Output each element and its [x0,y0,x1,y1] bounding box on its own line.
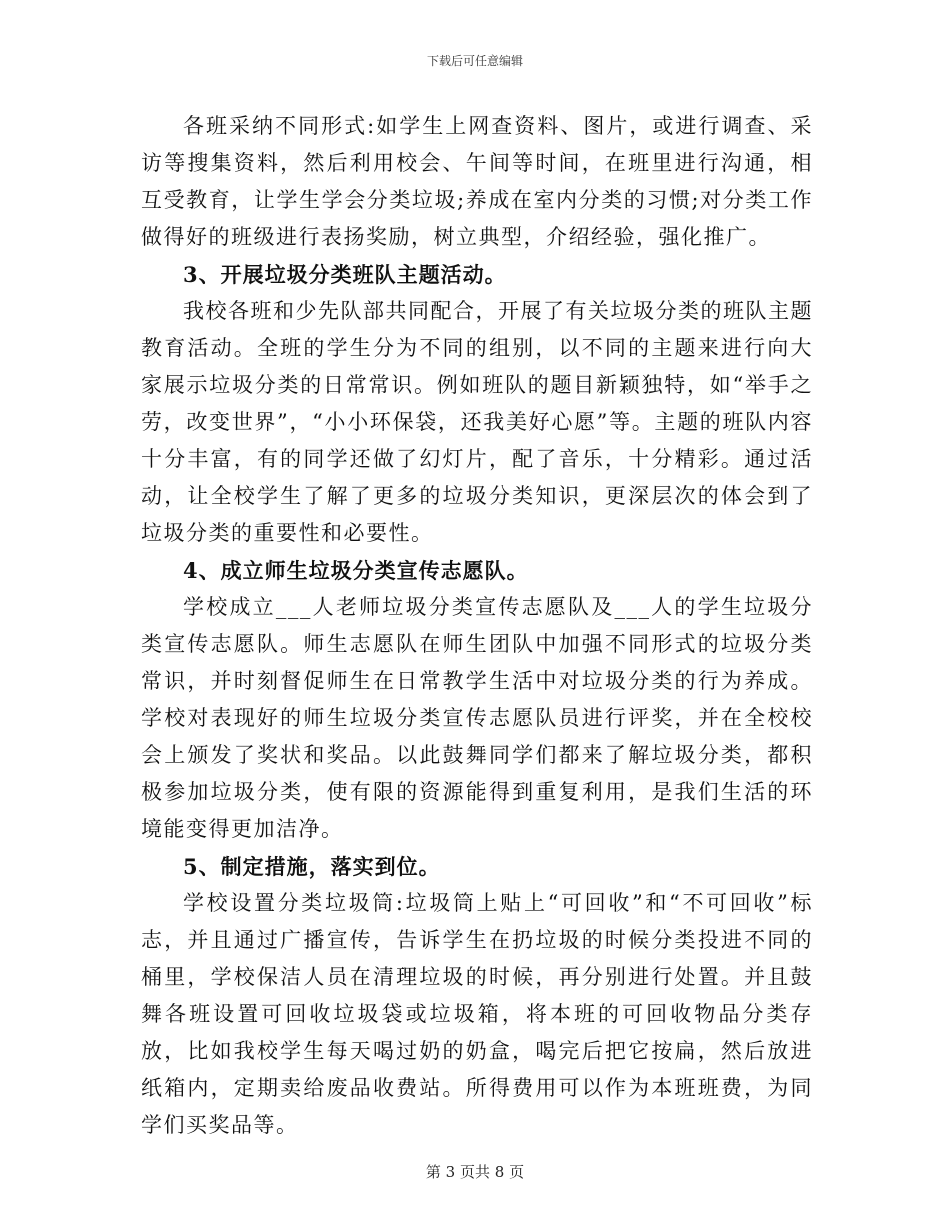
document-body [141,108,813,1144]
page-header: 下载后可任意编辑 [426,54,523,68]
section-heading-5: 5、制定措施，落实到位。 [183,854,441,879]
paragraph-class-forms: 各班采纳不同形式:如学生上网查资料、图片，或进行调查、采访等搜集资料，然后利用校会、午间等时间，在班里进行沟通，相互受教育，让学生学会分类垃圾;养成在室内分类的习惯;对分类工作做得好的班级进行表扬奖励，树立典型，介绍经验，强化推广。 [141,114,813,249]
page-footer: 第 3 页共 8 页 [425,1163,525,1181]
paragraph-theme-activities: 我校各班和少先队部共同配合，开展了有关垃圾分类的班队主题教育活动。全班的学生分为不同的组别，以不同的主题来进行向大家展示垃圾分类的日常常识。例如班队的题目新颖独特，如“举手之劳，改变世界”，“小小环保袋，还我美好心愿”等。主题的班队内容十分丰富，有的同学还做了幻灯片，配了音乐，十分精彩。通过活动，让全校学生了解了更多的垃圾分类知识，更深层次的体会到了垃圾分类的重要性和必要性。 [141,299,813,545]
paragraph-measures: 学校设置分类垃圾筒:垃圾筒上贴上“可回收”和“不可回收”标志，并且通过广播宣传，告诉学生在扔垃圾的时候分类投进不同的桶里，学校保洁人员在清理垃圾的时候，再分别进行处置。并且鼓舞各班设置可回收垃圾袋或垃圾箱，将本班的可回收物品分类存放，比如我校学生每天喝过奶的奶盒，喝完后把它按扁，然后放进纸箱内，定期卖给废品收费站。所得费用可以作为本班班费，为同学们买奖品等。 [141,891,813,1137]
paragraph-volunteer-team: 学校成立___人老师垃圾分类宣传志愿队及___人的学生垃圾分类宣传志愿队。师生志愿队在师生团队中加强不同形式的垃圾分类常识，并时刻督促师生在日常教学生活中对垃圾分类的行为养成。学校对表现好的师生垃圾分类宣传志愿队员进行评奖，并在全校校会上颁发了奖状和奖品。以此鼓舞同学们都来了解垃圾分类，都积极参加垃圾分类，使有限的资源能得到重复利用，是我们生活的环境能变得更加洁净。 [141,595,813,841]
section-heading-4: 4、成立师生垃圾分类宣传志愿队。 [183,558,529,583]
section-heading-3: 3、开展垃圾分类班队主题活动。 [183,262,507,287]
